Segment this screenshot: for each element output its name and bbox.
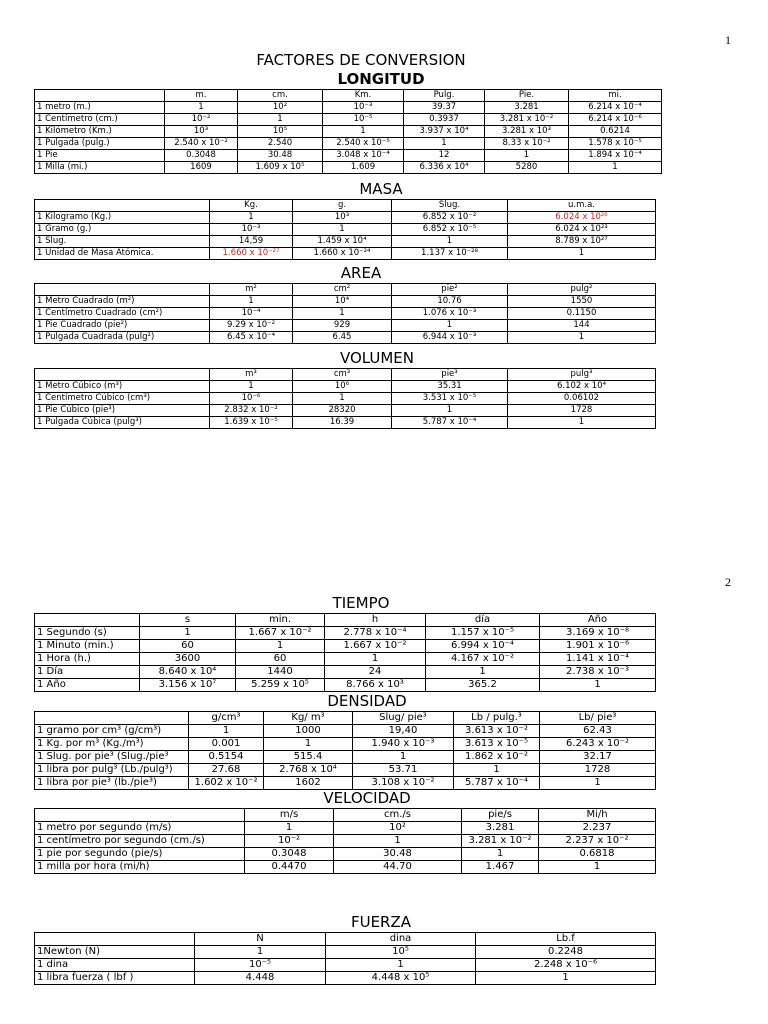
row-label: 1 libra por pulg³ (Lb./pulg³) [35, 764, 189, 777]
table-cell: 16.39 [293, 417, 392, 429]
table-cell: 0.06102 [508, 393, 656, 405]
table-cell: 3.613 x 10⁻² [454, 725, 540, 738]
table-cell: 1550 [508, 296, 656, 308]
highlighted-cell: 6.024 x 10²⁶ [508, 212, 656, 224]
table-cell: 3.281 [485, 102, 569, 114]
section-title-densidad: DENSIDAD [327, 692, 407, 710]
table-row [35, 417, 656, 429]
table-cell: 1 [293, 308, 392, 320]
table-row [35, 393, 656, 405]
table-cell: 1.660 x 10⁻²⁴ [293, 248, 392, 260]
header-cell: s [140, 614, 236, 627]
table-cell: 30.48 [334, 848, 462, 861]
section-title-tiempo: TIEMPO [332, 594, 390, 612]
table-row [35, 959, 656, 972]
header-cell: pulg² [508, 284, 656, 296]
table-row [35, 236, 656, 248]
densidad-table [34, 711, 656, 790]
row-label: 1 Pulgada Cuadrada (pulg²) [35, 332, 210, 344]
table-cell: 1000 [264, 725, 353, 738]
header-cell: cm./s [334, 809, 462, 822]
table-row [35, 848, 656, 861]
table-cell: 1 [508, 248, 656, 260]
table-cell: 0.3048 [165, 150, 238, 162]
table-cell: 1.141 x 10⁻⁴ [540, 653, 656, 666]
header-cell [35, 369, 210, 381]
table-cell: 1 [392, 236, 508, 248]
header-cell: g/cm³ [189, 712, 264, 725]
table-cell: 1.157 x 10⁻⁵ [426, 627, 540, 640]
table-cell: 10⁻² [245, 835, 334, 848]
row-label: 1 pie por segundo (pie/s) [35, 848, 245, 861]
row-label: 1 milla por hora (mi/h) [35, 861, 245, 874]
table-cell: 1.602 x 10⁻² [189, 777, 264, 790]
table-row [35, 972, 656, 985]
header-cell: m² [210, 284, 293, 296]
table-cell: 3.613 x 10⁻⁵ [454, 738, 540, 751]
header-cell: Kg/ m³ [264, 712, 353, 725]
header-cell: pie² [392, 284, 508, 296]
table-cell: 8.33 x 10⁻² [485, 138, 569, 150]
header-cell [35, 284, 210, 296]
table-cell: 0.4470 [245, 861, 334, 874]
table-row [35, 738, 656, 751]
table-row [35, 162, 662, 174]
row-label: 1 Unidad de Masa Atómica. [35, 248, 210, 260]
table-row [35, 946, 656, 959]
tiempo-table [34, 613, 656, 692]
row-label: 1 Kilómetro (Km.) [35, 126, 165, 138]
table-cell: 10⁵ [326, 946, 476, 959]
table-cell: 1 [210, 296, 293, 308]
row-label: 1 Hora (h.) [35, 653, 140, 666]
table-cell: 1 [540, 777, 656, 790]
table-cell: 8.766 x 10³ [325, 679, 426, 692]
header-cell: g. [293, 200, 392, 212]
table-cell: 10⁵ [238, 126, 323, 138]
table-cell: 1 [508, 332, 656, 344]
section-title-fuerza: FUERZA [350, 913, 412, 931]
page-number-1: 1 [725, 33, 731, 47]
table-cell: 144 [508, 320, 656, 332]
header-cell: Km. [323, 90, 404, 102]
table-cell: 1 [334, 835, 462, 848]
table-cell: 0.5154 [189, 751, 264, 764]
table-row [35, 126, 662, 138]
row-label: 1 Kilogramo (Kg.) [35, 212, 210, 224]
table-cell: 1 [454, 764, 540, 777]
table-cell: 30.48 [238, 150, 323, 162]
section-title-longitud: LONGITUD [337, 70, 425, 88]
header-cell: m/s [245, 809, 334, 822]
row-label: 1 Minuto (min.) [35, 640, 140, 653]
table-row [35, 653, 656, 666]
table-cell: 2.540 x 10⁻² [165, 138, 238, 150]
table-header-row [35, 90, 662, 102]
fuerza-table [34, 932, 656, 985]
table-cell: 1.137 x 10⁻²⁸ [392, 248, 508, 260]
table-row [35, 308, 656, 320]
highlighted-cell: 1.660 x 10⁻²⁷ [210, 248, 293, 260]
table-row [35, 138, 662, 150]
table-cell: 1 [326, 959, 476, 972]
section-title-area: AREA [340, 264, 382, 282]
table-cell: 6.45 x 10⁻⁴ [210, 332, 293, 344]
table-cell: 1 [539, 861, 656, 874]
table-cell: 3.531 x 10⁻⁵ [392, 393, 508, 405]
table-cell: 10⁻⁵ [195, 959, 326, 972]
header-cell: N [195, 933, 326, 946]
header-cell: h [325, 614, 426, 627]
row-label: 1 dina [35, 959, 195, 972]
table-cell: 1 [264, 738, 353, 751]
longitud-table [34, 89, 662, 174]
table-cell: 515.4 [264, 751, 353, 764]
header-cell: Año [540, 614, 656, 627]
area-table [34, 283, 656, 344]
row-label: 1 metro (m.) [35, 102, 165, 114]
row-label: 1 Pulgada Cúbica (pulg³) [35, 417, 210, 429]
table-cell: 4.167 x 10⁻² [426, 653, 540, 666]
table-cell: 3.169 x 10⁻⁸ [540, 627, 656, 640]
table-cell: 1 [485, 150, 569, 162]
table-cell: 2.778 x 10⁻⁴ [325, 627, 426, 640]
table-cell: 27.68 [189, 764, 264, 777]
table-cell: 10³ [293, 212, 392, 224]
table-cell: 1.901 x 10⁻⁶ [540, 640, 656, 653]
table-cell: 5280 [485, 162, 569, 174]
header-cell [35, 90, 165, 102]
table-cell: 10⁻⁵ [323, 114, 404, 126]
header-cell: u.m.a. [508, 200, 656, 212]
header-cell: m. [165, 90, 238, 102]
row-label: 1 metro por segundo (m/s) [35, 822, 245, 835]
table-cell: 3.281 x 10³ [485, 126, 569, 138]
table-cell: 1609 [165, 162, 238, 174]
table-header-row [35, 933, 656, 946]
table-cell: 4.448 [195, 972, 326, 985]
header-cell: Pie. [485, 90, 569, 102]
header-cell: Pulg. [404, 90, 485, 102]
table-row [35, 320, 656, 332]
header-cell: Slug. [392, 200, 508, 212]
table-cell: 5.259 x 10⁵ [236, 679, 325, 692]
header-cell [35, 200, 210, 212]
table-row [35, 751, 656, 764]
table-cell: 8.640 x 10⁴ [140, 666, 236, 679]
table-cell: 10⁻³ [323, 102, 404, 114]
header-cell [35, 712, 189, 725]
header-cell: Lb.f [476, 933, 656, 946]
row-label: 1 Metro Cúbico (m³) [35, 381, 210, 393]
table-cell: 1728 [508, 405, 656, 417]
table-row [35, 150, 662, 162]
header-cell: pie³ [392, 369, 508, 381]
table-row [35, 296, 656, 308]
table-cell: 1 [353, 751, 454, 764]
table-cell: 1 [323, 126, 404, 138]
table-cell: 1.894 x 10⁻⁴ [569, 150, 662, 162]
table-cell: 1728 [540, 764, 656, 777]
table-cell: 28320 [293, 405, 392, 417]
table-cell: 10⁻² [165, 114, 238, 126]
table-cell: 39.37 [404, 102, 485, 114]
table-cell: 1.467 [462, 861, 539, 874]
table-cell: 5.787 x 10⁻⁴ [454, 777, 540, 790]
table-cell: 10² [238, 102, 323, 114]
table-cell: 8.789 x 10²⁷ [508, 236, 656, 248]
table-cell: 929 [293, 320, 392, 332]
document-title: FACTORES DE CONVERSION [256, 51, 466, 69]
table-cell: 1 [236, 640, 325, 653]
row-label: 1 Milla (mi.) [35, 162, 165, 174]
row-label: 1 Pie [35, 150, 165, 162]
table-cell: 3.108 x 10⁻² [353, 777, 454, 790]
table-cell: 3600 [140, 653, 236, 666]
table-cell: 1 [238, 114, 323, 126]
table-cell: 2.248 x 10⁻⁶ [476, 959, 656, 972]
table-cell: 6.243 x 10⁻² [540, 738, 656, 751]
table-cell: 1440 [236, 666, 325, 679]
table-cell: 6.214 x 10⁻⁴ [569, 102, 662, 114]
table-cell: 1 [293, 224, 392, 236]
table-cell: 1.639 x 10⁻⁵ [210, 417, 293, 429]
row-label: 1 Segundo (s) [35, 627, 140, 640]
table-cell: 1 [195, 946, 326, 959]
table-cell: 62.43 [540, 725, 656, 738]
table-cell: 32.17 [540, 751, 656, 764]
table-row [35, 627, 656, 640]
table-cell: 1 [540, 679, 656, 692]
table-cell: 6.852 x 10⁻² [392, 212, 508, 224]
table-cell: 60 [236, 653, 325, 666]
table-cell: 10² [334, 822, 462, 835]
row-label: 1 centímetro por segundo (cm./s) [35, 835, 245, 848]
header-cell [35, 933, 195, 946]
table-row [35, 102, 662, 114]
table-cell: 2.738 x 10⁻³ [540, 666, 656, 679]
header-cell: Lb / pulg.³ [454, 712, 540, 725]
table-cell: 1 [210, 381, 293, 393]
table-cell: 2.540 [238, 138, 323, 150]
table-cell: 6.214 x 10⁻⁶ [569, 114, 662, 126]
table-row [35, 640, 656, 653]
table-header-row [35, 614, 656, 627]
table-cell: 1.076 x 10⁻³ [392, 308, 508, 320]
table-row [35, 248, 656, 260]
header-cell: pulg³ [508, 369, 656, 381]
table-cell: 0.6214 [569, 126, 662, 138]
table-row [35, 777, 656, 790]
table-cell: 6.852 x 10⁻⁵ [392, 224, 508, 236]
row-label: 1 Kg. por m³ (Kg./m³) [35, 738, 189, 751]
table-cell: 3.156 x 10⁷ [140, 679, 236, 692]
table-header-row [35, 712, 656, 725]
table-cell: 6.994 x 10⁻⁴ [426, 640, 540, 653]
table-cell: 1 [189, 725, 264, 738]
table-cell: 10⁻⁶ [210, 393, 293, 405]
table-cell: 1 [462, 848, 539, 861]
row-label: 1 Gramo (g.) [35, 224, 210, 236]
section-title-velocidad: VELOCIDAD [323, 789, 411, 807]
table-cell: 3.048 x 10⁻⁴ [323, 150, 404, 162]
table-row [35, 212, 656, 224]
table-cell: 1 [569, 162, 662, 174]
table-cell: 1 [392, 320, 508, 332]
table-cell: 0.3937 [404, 114, 485, 126]
section-title-masa: MASA [359, 180, 403, 198]
header-cell: dina [326, 933, 476, 946]
table-cell: 1.667 x 10⁻² [325, 640, 426, 653]
table-row [35, 405, 656, 417]
header-cell: Mi/h [539, 809, 656, 822]
table-row [35, 725, 656, 738]
table-row [35, 381, 656, 393]
table-cell: 1 [245, 822, 334, 835]
table-cell: 1.609 [323, 162, 404, 174]
row-label: 1 libra fuerza ( lbf ) [35, 972, 195, 985]
table-cell: 0.1150 [508, 308, 656, 320]
row-label: 1 Pie Cuadrado (pie²) [35, 320, 210, 332]
table-cell: 24 [325, 666, 426, 679]
table-cell: 1 [476, 972, 656, 985]
table-cell: 5.787 x 10⁻⁴ [392, 417, 508, 429]
header-cell: cm³ [293, 369, 392, 381]
masa-table [34, 199, 656, 260]
header-cell: Kg. [210, 200, 293, 212]
table-cell: 0.2248 [476, 946, 656, 959]
table-cell: 365.2 [426, 679, 540, 692]
table-cell: 53.71 [353, 764, 454, 777]
row-label: 1Newton (N) [35, 946, 195, 959]
table-cell: 1 [165, 102, 238, 114]
table-cell: 10⁴ [293, 296, 392, 308]
table-cell: 0.6818 [539, 848, 656, 861]
table-cell: 1 [508, 417, 656, 429]
table-cell: 60 [140, 640, 236, 653]
table-cell: 2.237 x 10⁻² [539, 835, 656, 848]
row-label: 1 Año [35, 679, 140, 692]
table-cell: 6.336 x 10⁴ [404, 162, 485, 174]
table-cell: 12 [404, 150, 485, 162]
row-label: 1 Centímetro Cuadrado (cm²) [35, 308, 210, 320]
table-cell: 1.578 x 10⁻⁵ [569, 138, 662, 150]
table-cell: 9.29 x 10⁻² [210, 320, 293, 332]
table-header-row [35, 284, 656, 296]
table-header-row [35, 809, 656, 822]
table-row [35, 114, 662, 126]
header-cell: Lb/ pie³ [540, 712, 656, 725]
table-cell: 10.76 [392, 296, 508, 308]
table-cell: 1.459 x 10⁴ [293, 236, 392, 248]
page-number-2: 2 [725, 575, 731, 589]
table-cell: 1 [392, 405, 508, 417]
table-cell: 3.281 [462, 822, 539, 835]
table-row [35, 332, 656, 344]
table-cell: 10³ [165, 126, 238, 138]
row-label: 1 Pie Cúbico (pie³) [35, 405, 210, 417]
table-cell: 3.281 x 10⁻² [462, 835, 539, 848]
table-cell: 2.237 [539, 822, 656, 835]
header-cell: cm. [238, 90, 323, 102]
table-row [35, 861, 656, 874]
table-cell: 1 [140, 627, 236, 640]
table-row [35, 666, 656, 679]
section-title-volumen: VOLUMEN [339, 349, 415, 367]
row-label: 1 Día [35, 666, 140, 679]
header-cell [35, 614, 140, 627]
row-label: 1 Centímetro (cm.) [35, 114, 165, 126]
table-cell: 19,40 [353, 725, 454, 738]
table-cell: 1 [325, 653, 426, 666]
row-label: 1 gramo por cm³ (g/cm³) [35, 725, 189, 738]
volumen-table [34, 368, 656, 429]
table-cell: 3.281 x 10⁻² [485, 114, 569, 126]
header-cell: pie/s [462, 809, 539, 822]
header-cell [35, 809, 245, 822]
header-cell: m³ [210, 369, 293, 381]
table-cell: 6.024 x 10²³ [508, 224, 656, 236]
table-cell: 2.832 x 10⁻² [210, 405, 293, 417]
header-cell: mi. [569, 90, 662, 102]
table-header-row [35, 200, 656, 212]
table-row [35, 764, 656, 777]
table-cell: 10⁻⁴ [210, 308, 293, 320]
table-cell: 1.940 x 10⁻³ [353, 738, 454, 751]
table-cell: 6.944 x 10⁻³ [392, 332, 508, 344]
table-cell: 3.937 x 10⁴ [404, 126, 485, 138]
row-label: 1 Slug. por pie³ (Slug./pie³ [35, 751, 189, 764]
row-label: 1 Slug. [35, 236, 210, 248]
table-cell: 44.70 [334, 861, 462, 874]
table-cell: 10⁶ [293, 381, 392, 393]
table-row [35, 835, 656, 848]
table-header-row [35, 369, 656, 381]
table-cell: 1602 [264, 777, 353, 790]
table-row [35, 822, 656, 835]
table-cell: 2.768 x 10⁴ [264, 764, 353, 777]
table-row [35, 679, 656, 692]
table-cell: 1 [210, 212, 293, 224]
table-cell: 1 [293, 393, 392, 405]
table-cell: 6.102 x 10⁴ [508, 381, 656, 393]
row-label: 1 libra por pie³ (lb./pie³) [35, 777, 189, 790]
table-cell: 10⁻³ [210, 224, 293, 236]
table-cell: 2.540 x 10⁻⁵ [323, 138, 404, 150]
table-cell: 1 [426, 666, 540, 679]
table-cell: 14,59 [210, 236, 293, 248]
table-cell: 0.3048 [245, 848, 334, 861]
row-label: 1 Metro Cuadrado (m²) [35, 296, 210, 308]
header-cell: min. [236, 614, 325, 627]
header-cell: cm² [293, 284, 392, 296]
table-cell: 4.448 x 10⁵ [326, 972, 476, 985]
table-row [35, 224, 656, 236]
table-cell: 6.45 [293, 332, 392, 344]
table-cell: 35.31 [392, 381, 508, 393]
table-cell: 1.609 x 10⁵ [238, 162, 323, 174]
table-cell: 0.001 [189, 738, 264, 751]
row-label: 1 Centímetro Cúbico (cm³) [35, 393, 210, 405]
table-cell: 1.862 x 10⁻² [454, 751, 540, 764]
header-cell: día [426, 614, 540, 627]
table-cell: 1.667 x 10⁻² [236, 627, 325, 640]
velocidad-table [34, 808, 656, 874]
row-label: 1 Pulgada (pulg.) [35, 138, 165, 150]
header-cell: Slug/ pie³ [353, 712, 454, 725]
table-cell: 1 [404, 138, 485, 150]
